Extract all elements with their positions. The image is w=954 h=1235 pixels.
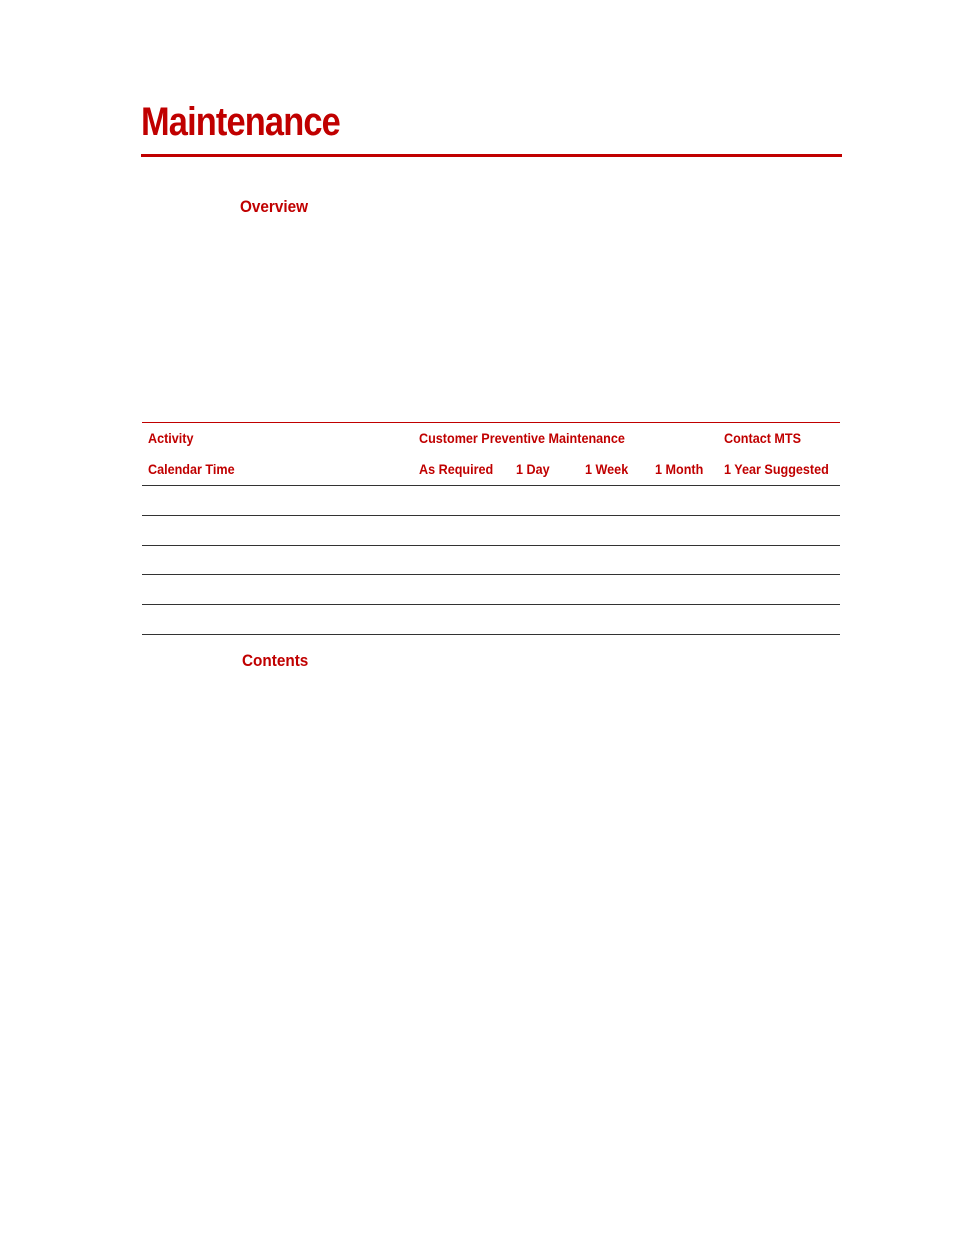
maintenance-schedule-table xyxy=(142,422,840,635)
title-rule xyxy=(141,154,842,157)
header-1-month: 1 Month xyxy=(655,461,704,477)
header-as-required: As Required xyxy=(419,461,494,477)
contents-heading: Contents xyxy=(242,651,309,670)
table-row-divider xyxy=(142,485,840,486)
table-row-divider xyxy=(142,574,840,575)
header-contact-mts: Contact MTS xyxy=(724,430,802,446)
header-activity: Activity xyxy=(148,430,194,446)
table-row-divider xyxy=(142,604,840,605)
overview-heading: Overview xyxy=(240,197,309,216)
header-customer-preventive-maintenance: Customer Preventive Maintenance xyxy=(419,430,625,446)
header-calendar-time: Calendar Time xyxy=(148,461,235,477)
header-1-week: 1 Week xyxy=(585,461,629,477)
page-title: Maintenance xyxy=(141,100,340,144)
header-1-year-suggested: 1 Year Suggested xyxy=(724,461,829,477)
header-1-day: 1 Day xyxy=(516,461,550,477)
table-row-divider xyxy=(142,545,840,546)
table-row-divider xyxy=(142,634,840,635)
table-row-divider xyxy=(142,515,840,516)
